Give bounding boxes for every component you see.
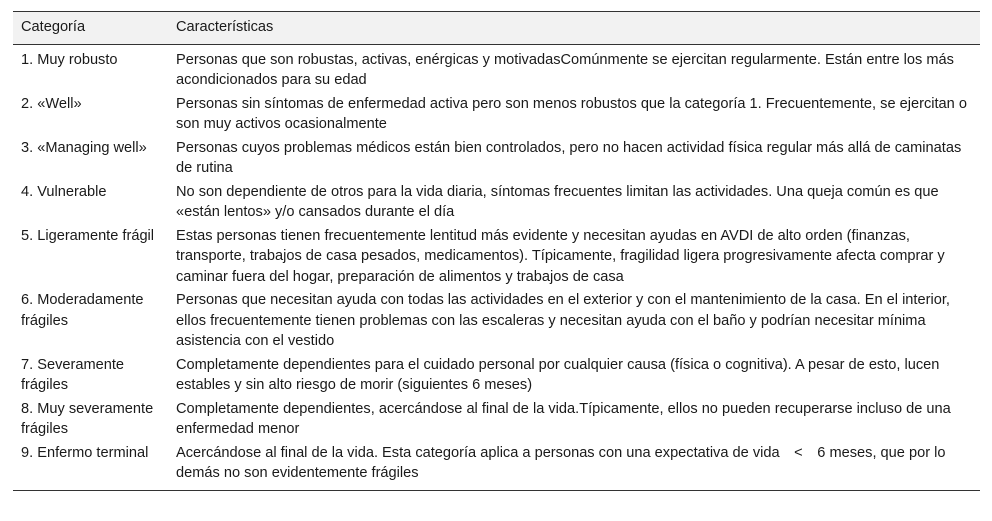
table-row xyxy=(13,136,980,180)
category-cell: 4. Vulnerable xyxy=(21,183,107,200)
category-cell: 1. Muy robusto xyxy=(21,51,118,68)
description-cell: Completamente dependientes, acercándose al final de la vida.Típicamente, ellos no pueden recuperarse incluso de una enfermedad menor xyxy=(176,400,951,437)
table-header xyxy=(13,12,980,45)
table-row xyxy=(13,224,980,289)
table-row xyxy=(13,289,980,354)
header-characteristics: Características xyxy=(176,19,274,35)
description-cell: Estas personas tienen frecuentemente lentitud más evidente y necesitan ayudas en AVDI de alto orden (finanzas, transporte, trabajos de casa pesados, medicamentos). Típicamente, fragilidad ligera progresivamente afecta comprar y caminar fuera del hogar, preparación de alimentos y trabajos de casa xyxy=(176,227,945,285)
table-row xyxy=(13,353,980,397)
table-body xyxy=(13,44,980,490)
category-cell: 8. Muy severamente frágiles xyxy=(21,400,154,437)
frailty-scale-table xyxy=(13,11,980,491)
table-row xyxy=(13,44,980,92)
description-cell: No son dependiente de otros para la vida diaria, síntomas frecuentes limitan las actividades. Una queja común es que «están lentos» y/o cansados durante el día xyxy=(176,183,939,220)
table-row xyxy=(13,180,980,224)
description-cell: Personas que necesitan ayuda con todas las actividades en el exterior y con el mantenimiento de la casa. En el interior, ellos frecuentemente tienen problemas con las escaleras y necesitan ayuda con el baño y podrían necesitar mínima asistencia con el vestido xyxy=(176,292,950,349)
description-cell: Personas sin síntomas de enfermedad activa pero son menos robustos que la categoría 1. Frecuentemente, se ejercitan o son muy activos ocasionalmente xyxy=(176,95,967,132)
frailty-scale-table-container xyxy=(13,11,980,491)
category-cell: 5. Ligeramente frágil xyxy=(21,227,155,244)
header-row xyxy=(13,12,980,45)
table-row xyxy=(13,441,980,490)
table-row xyxy=(13,92,980,136)
description-cell: Completamente dependientes para el cuidado personal por cualquier causa (física o cognitiva). A pesar de esto, lucen estables y sin alto riesgo de morir (siguientes 6 meses) xyxy=(176,356,940,393)
description-cell: Personas que son robustas, activas, enérgicas y motivadasComúnmente se ejercitan regularmente. Están entre los más acondicionados para su edad xyxy=(176,51,954,88)
category-cell: 7. Severamente frágiles xyxy=(21,356,125,393)
header-category: Categoría xyxy=(21,19,86,35)
category-cell: 9. Enfermo terminal xyxy=(21,444,149,461)
table-row xyxy=(13,397,980,441)
description-cell: Personas cuyos problemas médicos están bien controlados, pero no hacen actividad física regular más allá de caminatas de rutina xyxy=(176,139,962,176)
category-cell: 6. Moderadamente frágiles xyxy=(21,292,144,329)
description-cell: Acercándose al final de la vida. Esta categoría aplica a personas con una expectativa de vida < 6 meses, que por lo demás no son evidentemente frágiles xyxy=(176,444,946,481)
category-cell: 2. «Well» xyxy=(21,95,82,112)
category-cell: 3. «Managing well» xyxy=(21,139,147,156)
